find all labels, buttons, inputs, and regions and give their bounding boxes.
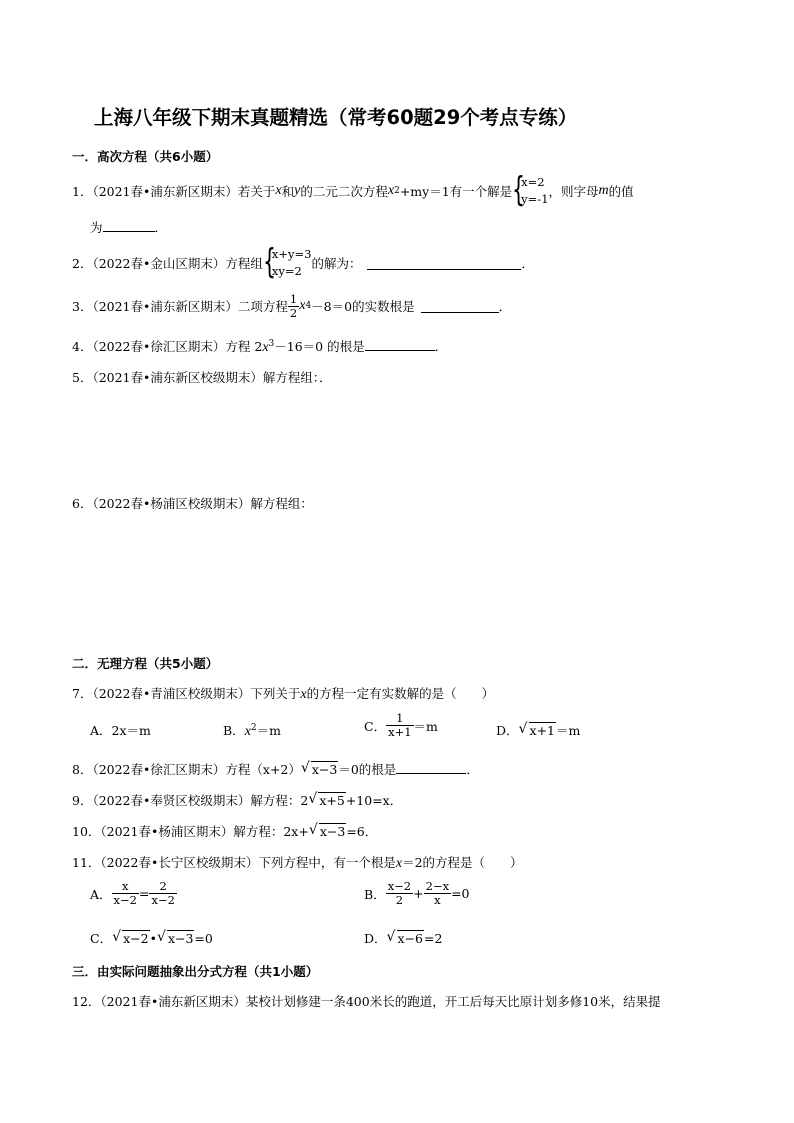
section-heading-3: 三．由实际问题抽象出分式方程（共1小题） [72, 964, 319, 979]
q11-text2: ＝2的方程是（ ） [402, 855, 523, 870]
q4-prefix: 4．（2022春•徐汇区期末）方程 2 [72, 339, 263, 355]
q3-var-x: x [299, 298, 306, 313]
q7-text: 7．（2022春•青浦区校级期末）下列关于 [72, 686, 301, 701]
q1-line2-text: 为 [90, 220, 103, 235]
q2-end: ． [521, 256, 534, 271]
question-6: 6．（2022春•杨浦区校级期末）解方程组： [72, 496, 313, 511]
q1-system [512, 170, 549, 210]
q8-rest: ＝0的根是 [338, 762, 397, 777]
q3-sup: 4 [305, 301, 312, 311]
sqrt-icon: √ [518, 721, 528, 737]
section-heading-1: 一．高次方程（共6小题） [72, 149, 219, 164]
sqrt-icon: √ [386, 929, 396, 945]
q3-prefix: 3．（2021春•浦东新区期末）二项方程 [72, 299, 288, 314]
q7-var-x: x [300, 687, 307, 702]
q8-sqrt: √ x−3 [300, 760, 338, 777]
question-12: 12．（2021春•浦东新区期末）某校计划修建一条400米长的跑道，开工后每天比原计划多修10米，结果提 [72, 994, 661, 1009]
q9-prefix: 9．（2022春•奉贤区校级期末）解方程：2 [72, 793, 309, 808]
brace-icon: { [262, 242, 276, 282]
answer-blank[interactable] [103, 219, 155, 232]
q1-var-x: x [275, 183, 282, 198]
q1-and: 和 [281, 184, 295, 199]
q11-options-row2 [90, 929, 710, 947]
sqrt-icon: √ [112, 929, 121, 945]
q11-text: 11．（2022春•长宁区校级期末）下列方程中，有一个根是 [72, 855, 396, 870]
q3-end: ． [498, 299, 512, 314]
q3-frac-num: 1 [289, 291, 298, 306]
q7-text2: 的方程一定有实数解的是（ ） [306, 686, 495, 701]
q1-text5: 的值 [608, 184, 634, 199]
q10-sqrt: √ x−3 [308, 822, 346, 839]
answer-blank[interactable] [396, 761, 466, 774]
question-1-line2: 为 ． [90, 220, 168, 235]
q3-fraction [288, 293, 299, 320]
q2-prefix: 2．（2022春•金山区期末）方程组 [72, 256, 263, 271]
answer-blank[interactable] [421, 300, 499, 313]
question-5: 5．（2021春•浦东新区校级期末）解方程组：． [72, 370, 332, 385]
q11-option-c[interactable]: C． √ x−2• √ x−3=0 [90, 929, 213, 946]
q10-prefix: 10．（2021春•杨浦区期末）解方程：2x+ [72, 824, 309, 839]
q7-options [90, 712, 690, 746]
q1-eq-x: x [387, 183, 395, 198]
q1-eq-sup: 2 [394, 186, 400, 196]
section-heading-2: 二．无理方程（共5小题） [72, 656, 219, 671]
brace-icon: { [512, 170, 526, 210]
q2-sys-line1: x+y=3 [271, 247, 312, 261]
q7-option-a[interactable]: A．2x＝m [90, 723, 151, 738]
q2-sys-line2: xy=2 [271, 264, 302, 278]
q4-end: ． [434, 339, 448, 355]
q1-eq-rest: +my＝1 [399, 184, 450, 199]
q1-text2: 的二元二次方程 [300, 184, 388, 199]
q1-var-m: m [598, 183, 609, 198]
q11-var-x: x [395, 856, 403, 871]
q7-option-d[interactable]: D． √ x+1＝m [496, 721, 581, 738]
sqrt-icon: √ [300, 760, 310, 776]
question-2 [72, 242, 534, 282]
answer-blank[interactable] [365, 338, 435, 351]
question-7 [72, 686, 494, 703]
question-1 [72, 170, 634, 210]
q3-rest: －8＝0的实数根是 [311, 299, 415, 314]
q11-options-row1 [90, 880, 710, 918]
question-3 [72, 289, 511, 323]
q1-text4: ，则字母 [548, 184, 599, 199]
q1-sys-line2: y=-1 [521, 192, 549, 206]
q1-sys-line1: x=2 [521, 175, 545, 189]
q3-frac-den: 2 [289, 305, 298, 320]
answer-blank[interactable] [367, 257, 521, 270]
question-8: 8．（2022春•徐汇区期末）方程（x+2） √ x−3＝0的根是 ． [72, 760, 479, 777]
question-10 [72, 824, 377, 840]
q4-var-x: x [262, 340, 269, 356]
q10-rest: =6． [346, 824, 378, 839]
q11-option-d[interactable]: D． √ x−6=2 [364, 929, 443, 946]
q9-sqrt: √ x+5 [308, 791, 345, 808]
q4-rest: －16＝0 的根是 [274, 339, 365, 355]
sqrt-icon: √ [308, 791, 318, 807]
q2-system [262, 242, 312, 282]
q2-suffix: 的解为： [311, 256, 362, 271]
q9-rest: +10=x． [345, 793, 403, 808]
q7-option-b[interactable]: B．$x^2=m$ [223, 722, 281, 739]
q1-var-y: y [294, 183, 301, 198]
q11-option-a[interactable]: A． $\frac{x}{x-2}$ = $\frac{2}{x-2}$ [90, 879, 175, 907]
question-9 [72, 793, 402, 809]
q1-prefix: 1．（2021春•浦东新区期末）若关于 [72, 184, 276, 199]
q7-option-c[interactable]: C． $\frac{1}{x+1}$ ＝m [364, 711, 438, 739]
question-4 [72, 336, 447, 356]
question-11 [72, 855, 523, 872]
q1-text3: 有一个解是 [449, 184, 513, 199]
sqrt-icon: √ [156, 929, 166, 945]
sqrt-icon: √ [308, 822, 318, 838]
page-title: 上海八年级下期末真题精选（常考60题29个考点专练） [94, 106, 578, 129]
q11-option-b[interactable]: B． $\frac{x-2}{2}$ + $\frac{2-x}{x}$ =0 [364, 879, 470, 907]
q8-prefix: 8．（2022春•徐汇区期末）方程（x+2） [72, 762, 301, 777]
q4-sup: 3 [268, 339, 275, 349]
